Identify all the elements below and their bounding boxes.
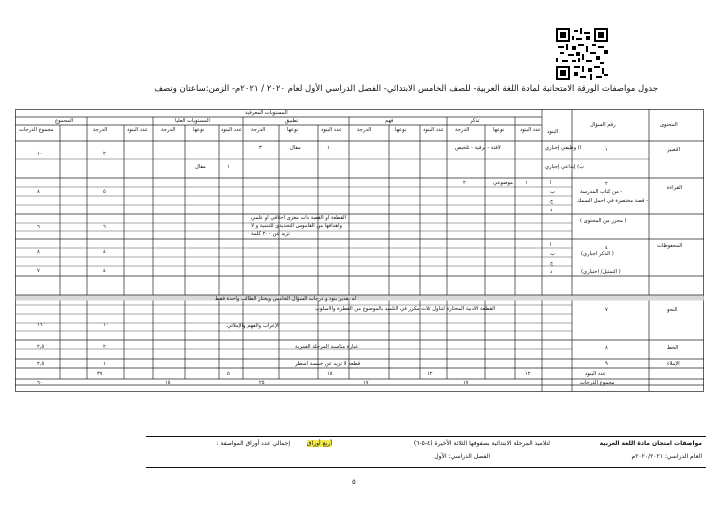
- total-grade-r: ١٧: [463, 380, 469, 386]
- row4-sub-1: ( الذكر اجباري): [581, 251, 614, 257]
- header-total-num: عدد البنود: [127, 127, 148, 133]
- row-qno-2: ٢: [605, 181, 608, 187]
- note-2: وأهدافها من القاموس التحديدي للتنمية و لا: [251, 223, 343, 229]
- note-6: عبارة مناسبة المرحلة العمرية: [295, 344, 359, 350]
- row6-qs: الإعراب والفهم والإملائي: [227, 323, 280, 329]
- note-7: قطعة لا تزيد عن خمسة أسطر: [295, 361, 361, 367]
- row2-rem-type: موضوعي: [493, 180, 513, 186]
- header-apply-num: عدد البنود: [321, 127, 342, 133]
- row-content-2: القراءة: [667, 185, 683, 191]
- row1-note: لافتة - برقية - تلخيص: [455, 145, 501, 151]
- row6-total-num: ١٠: [103, 322, 109, 328]
- row1-apply-num: ١: [327, 145, 330, 151]
- header-understand-grade: الدرجة: [357, 127, 372, 133]
- header-apply-type: نوعها: [287, 127, 299, 133]
- footer-year: العام الدراسي: ٢٠٢٠/٢٠٢١م: [631, 453, 702, 460]
- note-3: تزيد عن ٢٠٠ كلمة: [251, 231, 290, 237]
- total-grade-h: ١٥: [165, 380, 171, 386]
- row2-rem-grade: ٢: [463, 180, 466, 186]
- footer-total-papers-value: أربع أوراق: [306, 440, 332, 447]
- row7-total-grade: ٢,٥: [37, 344, 45, 350]
- row2-sub-3: ( محرر من المحتوى ): [580, 218, 627, 224]
- row4-item-d: د: [550, 269, 553, 275]
- total-items-label: عدد البنود: [585, 371, 606, 377]
- header-higher: المستويات العليا: [175, 118, 210, 124]
- header-total-grade-label: الدرجة: [93, 127, 108, 133]
- row2-item-b: ب: [550, 189, 555, 195]
- total-r3: ١٥: [327, 371, 333, 377]
- header-total: المجموع: [55, 118, 74, 124]
- row-qno-4: ٧: [605, 307, 608, 313]
- row4-item-b: ب: [550, 251, 555, 257]
- header-higher-type: نوعها: [193, 127, 205, 133]
- row-qno-6: ٩: [605, 361, 608, 367]
- footer-term: الفصل الدراسي: الأول: [434, 453, 490, 460]
- row2-item-d: د: [550, 207, 553, 213]
- header-understand-type: نوعها: [395, 127, 407, 133]
- row8-total-num: ١: [103, 361, 106, 367]
- header-question-no: رقم السؤال: [590, 122, 616, 128]
- total-grade-u: ١٧: [363, 380, 369, 386]
- row-content-6: الإملاء: [667, 361, 680, 367]
- qr-code: [556, 28, 608, 80]
- total-grade-a: ٢٥: [259, 380, 265, 386]
- row-qno-5: ٨: [605, 345, 608, 351]
- footer-box: [146, 436, 706, 468]
- row4-sub-2: ( التمثيل/ اختياري): [581, 269, 621, 275]
- header-remember-type: نوعها: [493, 127, 505, 133]
- row1-apply-grade: ٣: [259, 145, 262, 151]
- row1-apply-type: مقال: [290, 145, 301, 151]
- note-4: له تقدير بنود و درجات السؤال الخامس ويختار الطالب واحدة فقط: [215, 296, 356, 302]
- row2-total-num: ٥: [103, 189, 106, 195]
- row2-item-c: ج: [550, 198, 554, 204]
- row3-total-num: ٦: [103, 224, 106, 230]
- footer-total-papers-label: إجمالي عدد أوراق المواصفة :: [216, 440, 290, 447]
- row2-total-grade: ٨: [37, 189, 40, 195]
- row5-total-num: ٤: [103, 268, 106, 274]
- row2-item-a: أ: [550, 180, 552, 186]
- row3-total-grade: ٦: [37, 224, 40, 230]
- row1-item-a: أ) وظيفي إجباري: [545, 145, 582, 151]
- page-title: جدول مواصفات الورقة الامتحانية لمادة اللغة العربية- للصف الخامس الابتدائي- الفصل الدراسي الأول لعام ٢٠٢٠ / ٢٠٢١م- الزمن:ساعتان ونصف: [154, 84, 658, 94]
- total-r2: ١٢: [427, 371, 433, 377]
- row2-sub-2: - قصة مختصرة في أحمل السمك: [577, 198, 649, 204]
- row8-total-grade: ٢,٥: [37, 361, 45, 367]
- row2-rem-num: ١: [525, 180, 528, 186]
- total-items: ٣٧: [97, 371, 103, 377]
- note-1: القطعة أو القصة ذات مغزى اخلاقي أو علمي: [251, 215, 347, 221]
- header-higher-num: عدد البنود: [221, 127, 242, 133]
- row5-total-grade: ٧: [37, 268, 40, 274]
- header-remember-num: عدد البنود: [520, 127, 541, 133]
- header-understand: فهم: [385, 118, 394, 124]
- row7-total-num: ٢: [103, 344, 106, 350]
- footer-for-students: لتلاميذ المرحلة الابتدائية بصفوفها الثلاثة الأخيرة (٤-٥-٦): [413, 440, 550, 447]
- header-higher-grade: الدرجة: [161, 127, 176, 133]
- row4-total-grade: ٨: [37, 249, 40, 255]
- header-remember: تذكر: [470, 118, 480, 124]
- row1-higher-type: مقال: [195, 164, 206, 170]
- row1-item-b: ب) إبداعي إجباري: [545, 164, 585, 170]
- row-content-3: المحفوظات: [657, 243, 683, 249]
- total-r1: ١٢: [525, 371, 531, 377]
- specification-table: [15, 109, 704, 392]
- row6-total-grade: ١٦: [37, 322, 43, 328]
- note-5: القطعة الأدبية المختارة لتناول ثلاث مكرر في التلميذ بالموضوع من القطرة والأسلوب: [315, 306, 496, 312]
- row2-sub-1: - من كتاب المدرسة: [580, 189, 623, 195]
- header-items: البنود: [547, 129, 559, 135]
- row4-total-num: ٤: [103, 249, 106, 255]
- row4-item-a: أ: [550, 242, 552, 248]
- header-content: المحتوى: [660, 122, 678, 128]
- row-content-4: النحو: [667, 307, 678, 313]
- header-understand-num: عدد البنود: [423, 127, 444, 133]
- total-grade-all: ٦٠: [37, 380, 43, 386]
- header-total-grades: مجموع الدرجات: [19, 127, 54, 133]
- row1-total-grade: ١٠: [37, 151, 43, 157]
- row-qno-3: ٤: [605, 245, 608, 251]
- header-apply: تطبيق: [285, 118, 299, 124]
- total-grades-label: مجموع الدرجات: [580, 380, 615, 386]
- row-content-5: الخط: [667, 345, 679, 351]
- row1-total-num: ٢: [103, 151, 106, 157]
- total-h: ٥: [227, 371, 230, 377]
- row1-higher-num: ١: [227, 164, 230, 170]
- header-apply-grade: الدرجة: [251, 127, 266, 133]
- row4-item-c: ج: [550, 260, 554, 266]
- row-content-1: التعبير: [667, 147, 681, 153]
- row-qno-1: ١: [605, 147, 608, 153]
- footer-spec-title: مواصفات امتحان مادة اللغة العربية: [599, 440, 702, 447]
- header-remember-grade: الدرجة: [455, 127, 470, 133]
- header-cognitive-levels: المستويات المعرفية: [245, 110, 288, 116]
- page-number: ٥: [352, 478, 356, 486]
